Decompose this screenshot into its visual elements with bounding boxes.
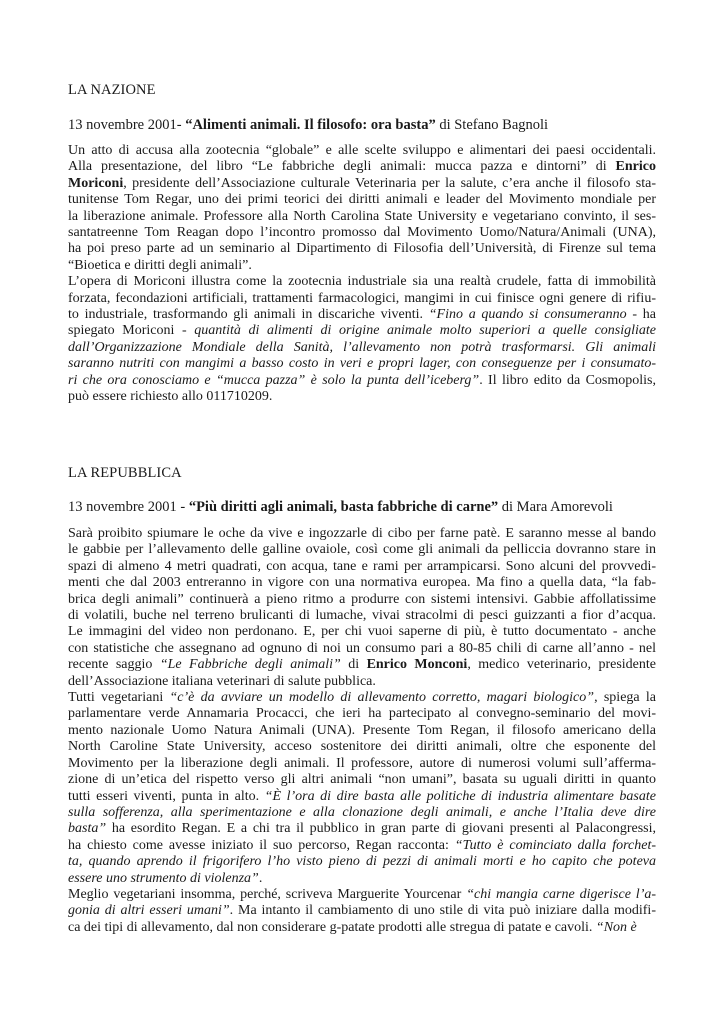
text-line [68, 608, 656, 624]
text-run: mento nazionale Uomo Natura Animali (UNA). Presente Tom Regan, il filosofo americano della [68, 722, 656, 738]
text-line [68, 592, 656, 608]
article1-date: 13 novembre 2001- [68, 117, 182, 133]
text-run: parlamentare verde Annamaria Procacci, che ieri ha partecipato al convegno-seminario del movi- [68, 706, 656, 722]
text-run: ha esordito Regan. E a chi tra il pubblico in gran parte di giovani presenti al Palacongressi, [106, 821, 656, 837]
text-line [68, 838, 656, 854]
text-run: la liberazione animale. Professore alla North Carolina State University e vegetariano convinto, il ses- [68, 208, 656, 224]
article1-body [68, 143, 656, 406]
article2-source: LA REPUBBLICA [68, 465, 182, 481]
text-line [68, 805, 656, 821]
article1-paragraph-2 [68, 274, 656, 405]
italic-text: “c’è da avviare un modello di allevamento corretto, magari biologico” [169, 690, 595, 706]
italic-text: gonia di altri esseri umani” [68, 903, 230, 919]
text-run: North Caroline State University, acceso sostenitore dei diritti animali, oltre che esponente del [68, 739, 656, 755]
text-run: dell’Associazione italiana veterinari di salute pubblica. [68, 673, 376, 689]
text-run: forzata, fecondazioni artificiali, trattamenti farmacologici, mangimi in cui finisce ogni genere di rifiu- [68, 290, 656, 306]
text-line [68, 258, 656, 274]
article2-headline [68, 499, 613, 516]
text-line [68, 887, 656, 903]
text-line [68, 624, 656, 640]
text-line [68, 575, 656, 591]
text-run: Sarà proibito spiumare le oche da vive e ingozzarle di cibo per farne patè. E saranno messe al bando [68, 526, 656, 541]
text-run: L’opera di Moriconi illustra come la zootecnia industriale sia una realtà crudele, fatta di immobilità [68, 274, 656, 290]
text-run: ha poi preso parte ad un seminario al Dipartimento di Filosofia dell’Università, di Firenze sul tema [68, 241, 656, 257]
text-line [68, 209, 656, 225]
text-run: Un atto di accusa alla zootecnia “globale” e alle scelte sviluppo e alimentari dei paesi occidentali. [68, 143, 656, 158]
text-line [68, 176, 656, 192]
text-line [68, 159, 656, 175]
text-line [68, 291, 656, 307]
text-run: con statistiche che assegnano ad ognuno di noi un consumo pari a 80-85 chili di carne all’anno - nel [68, 640, 656, 656]
article2-date: 13 novembre 2001 - [68, 499, 186, 515]
text-line [68, 323, 656, 339]
italic-text: “Tutto è cominciato dalla forchet- [454, 837, 657, 853]
article2-body [68, 526, 656, 936]
text-line [68, 143, 656, 159]
text-run: Movimento per la liberazione degli animali. Il professore, autore di numerosi volumi sull’afferma- [68, 755, 656, 771]
text-line [68, 920, 656, 936]
text-line [68, 542, 656, 558]
text-run: , presidente dell’Associazione culturale Veterinaria per la salute, c’era anche il filosofo sta- [123, 175, 656, 191]
italic-text: saranno nutriti con mangimi a basso costo in veri e propri lager, con conseguenze per i consumato- [68, 356, 656, 372]
text-line [68, 559, 656, 575]
article1-title: “Alimenti animali. Il filosofo: ora basta” [185, 117, 436, 133]
text-run: zione di un’etica del rispetto verso gli altri animali “non umani”, basata su uguali diritti in quanto [68, 772, 656, 788]
text-run: santatreenne Tom Reagan dopo l’incontro promosso dal Movimento Uomo/Natura/Animali (UNA), [68, 225, 656, 241]
text-run: , spiega la [594, 690, 657, 706]
italic-text: “Le Fabbriche degli animali” [159, 657, 341, 673]
article1-byline: di Stefano Bagnoli [439, 117, 549, 133]
italic-text: essere uno strumento di violenza” [68, 870, 259, 886]
italic-text: basta” [68, 821, 107, 837]
article1-headline [68, 117, 548, 134]
text-run: , medico veterinario, presidente [467, 657, 656, 673]
text-line [68, 674, 656, 690]
text-line [68, 641, 656, 657]
text-line [68, 739, 656, 755]
italic-text: “chi mangia carne digerisce l’a- [466, 886, 657, 902]
text-line [68, 192, 656, 208]
article1-paragraph-1 [68, 143, 656, 274]
text-run: - ha [626, 307, 656, 323]
italic-text: ta, quando aprendo il frigorifero l’ho visto pieno di pezzi di animali morti e ho capito che poteva [68, 854, 656, 870]
italic-text: “Fino a quando si consumeranno [428, 307, 627, 323]
text-line [68, 821, 656, 837]
bold-text: Moriconi [68, 175, 124, 191]
text-line [68, 356, 656, 372]
text-run: menti che dal 2003 entreranno in vigore con una normativa europea. Ma fino a quella data, “la fab- [68, 575, 656, 591]
text-line [68, 225, 656, 241]
text-line [68, 723, 656, 739]
italic-text: sulla sofferenza, alla sperimentazione e alla clonazione degli animali, e anche l’Italia deve dire [68, 804, 656, 820]
text-run: ca dei tipi di allevamento, dal non considerare g-patate prodotti alle stregua di patate e cavoli. [68, 919, 596, 935]
text-run: le gabbie per l’allevamento delle galline ovaiole, così come gli animali da pelliccia dovranno stare in [68, 542, 656, 558]
text-line [68, 854, 656, 870]
text-line [68, 903, 656, 919]
text-run: “Bioetica e diritti degli animali”. [68, 257, 252, 273]
article2-byline: di Mara Amorevoli [501, 499, 613, 515]
text-run: spazi di almeno 4 metri quadrati, con acqua, tane e rami per arrampicarsi. Sono alcuni del provvedi- [68, 558, 656, 574]
italic-text: quantità di alimenti di origine animale molto superiori a quelle consigliate [194, 323, 657, 339]
text-line [68, 789, 656, 805]
text-run: . Il libro edito da Cosmopolis, [479, 372, 656, 388]
article1-source: LA NAZIONE [68, 82, 156, 98]
text-run: può essere richiesto allo 011710209. [68, 389, 273, 405]
text-run: spiegato Moriconi - [68, 323, 195, 339]
article2-paragraph-2 [68, 690, 656, 887]
text-line [68, 690, 656, 706]
text-line [68, 389, 656, 405]
article2-title: “Più diritti agli animali, basta fabbriche di carne” [188, 499, 499, 515]
article2-paragraph-1 [68, 526, 656, 690]
text-line [68, 756, 656, 772]
text-run: . [258, 870, 263, 886]
text-run: di volatili, buche nel terreno brulicanti di lumache, vivai stracolmi di pesci guizzanti a fior d’acqua. [68, 608, 656, 624]
text-line [68, 772, 656, 788]
italic-text: “È l’ora di dire basta alle politiche di industria alimentare basate [264, 788, 656, 804]
text-line [68, 657, 656, 673]
text-run: Le immagini del video non perdonano. E, per chi vuoi saperne di più, è tutto documentato - anche [68, 624, 656, 640]
text-run: brica degli animali” continuerà a pieno ritmo a produrre con sistemi intensivi. Gabbie affollatissime [68, 591, 656, 607]
text-line [68, 340, 656, 356]
text-line [68, 526, 656, 542]
text-line [68, 274, 656, 290]
text-line [68, 241, 656, 257]
text-run: . Ma intanto il cambiamento di uno stile di vita può iniziare dalla modifi- [229, 903, 656, 919]
article2-paragraph-3 [68, 887, 656, 936]
text-line [68, 871, 656, 887]
text-run: di [340, 657, 367, 673]
text-run: recente saggio [68, 657, 160, 673]
text-line [68, 307, 656, 323]
text-run: to industriale, trasformando gli animali in discariche viventi. [68, 307, 429, 323]
text-line [68, 373, 656, 389]
italic-text: dall’Organizzazione Mondiale della Sanità, l’allevamento non potrà trasformarsi. Gli animali [68, 339, 656, 355]
text-line [68, 706, 656, 722]
text-run: ha chiesto come avesse iniziato il suo percorso, Regan racconta: [68, 837, 455, 853]
italic-text: ri che ora conosciamo e “mucca pazza” è solo la punta dell’iceberg” [68, 372, 480, 388]
bold-text: Enrico Monconi [366, 657, 468, 673]
text-run: tunitense Tom Regar, uno dei primi teorici dei diritti animali e leader del Movimento mondiale per [68, 192, 656, 208]
bold-text: Enrico [615, 159, 656, 175]
text-run: Meglio vegetariani insomma, perché, scriveva Marguerite Yourcenar [68, 886, 467, 902]
italic-text: “Non è [595, 919, 637, 935]
text-run: Tutti vegetariani [68, 690, 170, 706]
text-run: tutti esseri viventi, punta in alto. [68, 788, 265, 804]
text-run: Alla presentazione, del libro “Le fabbriche degli animali: mucca pazza e dintorni” di [68, 159, 616, 175]
